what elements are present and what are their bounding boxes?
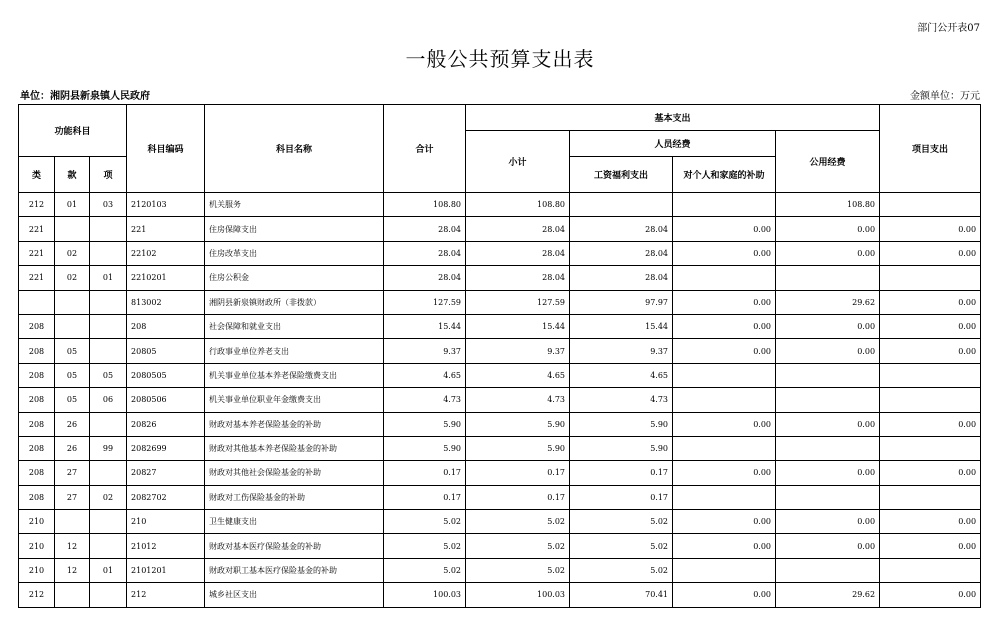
page-title: 一般公共预算支出表 [405,47,595,71]
lei-cell: 208 [19,412,55,436]
public-funds-cell: 0.00 [776,217,880,241]
table-row [19,534,981,558]
subsidy-cell: 0.00 [673,461,776,485]
subject-name-cell: 机关服务 [205,193,384,217]
wages-cell: 70.41 [570,583,673,607]
lei-cell: 221 [19,217,55,241]
wages-header: 工资福利支出 [570,157,673,193]
public-funds-cell [776,436,880,460]
wages-cell: 28.04 [570,241,673,265]
project-cell [880,388,981,412]
subsidy-cell: 0.00 [673,534,776,558]
table-row [19,558,981,582]
kuan-cell [55,217,90,241]
expenditure-table [18,104,981,608]
table-row [19,412,981,436]
public-funds-cell: 0.00 [776,339,880,363]
public-funds-cell: 0.00 [776,510,880,534]
kuan-cell [55,314,90,338]
subject-code-cell: 2082702 [127,485,205,509]
subsidy-cell: 0.00 [673,583,776,607]
subsidy-cell: 0.00 [673,314,776,338]
subject-code-cell: 20826 [127,412,205,436]
xiang-cell: 02 [90,485,127,509]
subsidy-cell: 0.00 [673,241,776,265]
xiang-cell [90,583,127,607]
subject-code-cell: 20827 [127,461,205,485]
total-cell: 5.90 [384,412,466,436]
table-row [19,290,981,314]
project-cell: 0.00 [880,290,981,314]
kuan-cell [55,583,90,607]
public-funds-cell: 0.00 [776,534,880,558]
subject-name-cell: 财政对其他基本养老保险基金的补助 [205,436,384,460]
subsidy-cell: 0.00 [673,412,776,436]
subtotal-cell: 5.02 [466,534,570,558]
subject-name-cell: 财政对职工基本医疗保险基金的补助 [205,558,384,582]
xiang-cell: 01 [90,266,127,290]
project-cell [880,485,981,509]
total-cell: 9.37 [384,339,466,363]
total-header: 合计 [384,105,466,193]
subject-name-cell: 卫生健康支出 [205,510,384,534]
project-cell: 0.00 [880,241,981,265]
subtotal-cell: 100.03 [466,583,570,607]
public-funds-cell: 29.62 [776,583,880,607]
wages-cell: 5.02 [570,558,673,582]
public-funds-cell: 0.00 [776,412,880,436]
lei-cell: 221 [19,241,55,265]
subsidy-cell [673,363,776,387]
xiang-cell [90,510,127,534]
kuan-cell: 26 [55,412,90,436]
wages-cell: 28.04 [570,266,673,290]
subject-code-header: 科目编码 [127,105,205,193]
public-funds-cell [776,558,880,582]
subject-name-cell: 机关事业单位职业年金缴费支出 [205,388,384,412]
subject-code-cell: 2080505 [127,363,205,387]
public-funds-cell [776,485,880,509]
project-cell: 0.00 [880,583,981,607]
table-row [19,583,981,607]
subtotal-cell: 28.04 [466,217,570,241]
lei-cell: 208 [19,461,55,485]
xiang-cell [90,534,127,558]
subject-name-header: 科目名称 [205,105,384,193]
table-row [19,461,981,485]
project-cell [880,363,981,387]
subject-code-cell: 221 [127,217,205,241]
xiang-cell [90,241,127,265]
wages-cell: 15.44 [570,314,673,338]
wages-cell: 4.65 [570,363,673,387]
subsidy-cell [673,485,776,509]
subject-name-cell: 行政事业单位养老支出 [205,339,384,363]
total-cell: 127.59 [384,290,466,314]
wages-cell: 5.90 [570,436,673,460]
project-expenditure-header: 项目支出 [880,105,981,193]
wages-cell: 5.90 [570,412,673,436]
lei-cell: 210 [19,558,55,582]
kuan-cell [55,290,90,314]
xiang-cell [90,461,127,485]
subsidy-cell [673,193,776,217]
subject-name-cell: 财政对基本医疗保险基金的补助 [205,534,384,558]
subsidy-cell: 0.00 [673,217,776,241]
xiang-header: 项 [90,157,127,193]
project-cell [880,266,981,290]
table-row [19,193,981,217]
subsidy-cell [673,436,776,460]
total-cell: 0.17 [384,485,466,509]
public-funds-cell: 108.80 [776,193,880,217]
subject-name-cell: 城乡社区支出 [205,583,384,607]
kuan-cell: 05 [55,363,90,387]
table-row [19,339,981,363]
xiang-cell: 03 [90,193,127,217]
table-number-label: 部门公开表07 [917,23,980,34]
subject-code-cell: 2080506 [127,388,205,412]
project-cell: 0.00 [880,339,981,363]
subject-name-cell: 机关事业单位基本养老保险缴费支出 [205,363,384,387]
lei-cell: 210 [19,510,55,534]
subtotal-cell: 4.73 [466,388,570,412]
lei-cell: 212 [19,193,55,217]
project-cell: 0.00 [880,510,981,534]
total-cell: 4.73 [384,388,466,412]
public-funds-cell [776,266,880,290]
subtotal-cell: 5.02 [466,558,570,582]
subject-name-cell: 湘阴县新泉镇财政所（非拨款） [205,290,384,314]
personnel-header: 人员经费 [570,131,776,157]
subsidy-cell [673,266,776,290]
subsidy-header: 对个人和家庭的补助 [673,157,776,193]
subtotal-cell: 0.17 [466,485,570,509]
total-cell: 108.80 [384,193,466,217]
subtotal-cell: 0.17 [466,461,570,485]
kuan-cell: 27 [55,485,90,509]
kuan-cell: 12 [55,558,90,582]
wages-cell: 0.17 [570,485,673,509]
kuan-cell: 05 [55,388,90,412]
subject-name-cell: 财政对其他社会保险基金的补助 [205,461,384,485]
lei-cell: 208 [19,485,55,509]
xiang-cell [90,339,127,363]
xiang-cell: 01 [90,558,127,582]
lei-header: 类 [19,157,55,193]
kuan-cell: 05 [55,339,90,363]
total-cell: 5.02 [384,534,466,558]
total-cell: 5.90 [384,436,466,460]
lei-cell: 208 [19,339,55,363]
kuan-cell [55,510,90,534]
total-cell: 28.04 [384,241,466,265]
subsidy-cell: 0.00 [673,290,776,314]
public-funds-header: 公用经费 [776,131,880,193]
subject-code-cell: 2120103 [127,193,205,217]
subtotal-cell: 9.37 [466,339,570,363]
subject-code-cell: 20805 [127,339,205,363]
kuan-header: 款 [55,157,90,193]
subject-name-cell: 住房改革支出 [205,241,384,265]
table-row [19,363,981,387]
lei-cell: 208 [19,314,55,338]
lei-cell: 208 [19,388,55,412]
subtotal-cell: 5.90 [466,412,570,436]
project-cell: 0.00 [880,461,981,485]
amount-unit-label: 金额单位：万元 [910,91,980,102]
subject-code-cell: 2082699 [127,436,205,460]
kuan-cell: 02 [55,241,90,265]
public-funds-cell: 0.00 [776,241,880,265]
subtotal-cell: 15.44 [466,314,570,338]
public-funds-cell [776,363,880,387]
wages-cell: 0.17 [570,461,673,485]
lei-cell: 208 [19,436,55,460]
project-cell: 0.00 [880,534,981,558]
project-cell [880,436,981,460]
table-row [19,510,981,534]
table-row [19,241,981,265]
subsidy-cell [673,388,776,412]
subject-code-cell: 2210201 [127,266,205,290]
subtotal-header: 小计 [466,131,570,193]
subject-code-cell: 2101201 [127,558,205,582]
unit-label: 单位：湘阴县新泉镇人民政府 [20,91,150,102]
subject-code-cell: 210 [127,510,205,534]
public-funds-cell: 29.62 [776,290,880,314]
wages-cell [570,193,673,217]
subsidy-cell: 0.00 [673,339,776,363]
xiang-cell [90,412,127,436]
subject-code-cell: 21012 [127,534,205,558]
subject-code-cell: 22102 [127,241,205,265]
lei-cell: 221 [19,266,55,290]
public-funds-cell: 0.00 [776,314,880,338]
subtotal-cell: 127.59 [466,290,570,314]
subtotal-cell: 28.04 [466,266,570,290]
public-funds-cell [776,388,880,412]
project-cell: 0.00 [880,412,981,436]
xiang-cell [90,314,127,338]
kuan-cell: 27 [55,461,90,485]
basic-expenditure-header: 基本支出 [466,105,880,131]
kuan-cell: 26 [55,436,90,460]
subject-name-cell: 住房保障支出 [205,217,384,241]
lei-cell [19,290,55,314]
subtotal-cell: 108.80 [466,193,570,217]
kuan-cell: 02 [55,266,90,290]
total-cell: 15.44 [384,314,466,338]
lei-cell: 212 [19,583,55,607]
public-funds-cell: 0.00 [776,461,880,485]
table-row [19,436,981,460]
subject-name-cell: 社会保障和就业支出 [205,314,384,338]
subtotal-cell: 4.65 [466,363,570,387]
subject-name-cell: 财政对工伤保险基金的补助 [205,485,384,509]
subtotal-cell: 5.02 [466,510,570,534]
xiang-cell [90,290,127,314]
lei-cell: 208 [19,363,55,387]
subtotal-cell: 5.90 [466,436,570,460]
total-cell: 28.04 [384,217,466,241]
wages-cell: 5.02 [570,534,673,558]
total-cell: 4.65 [384,363,466,387]
project-cell [880,193,981,217]
table-body [19,193,981,608]
total-cell: 100.03 [384,583,466,607]
subject-name-cell: 财政对基本养老保险基金的补助 [205,412,384,436]
wages-cell: 28.04 [570,217,673,241]
subsidy-cell [673,558,776,582]
table-row [19,388,981,412]
lei-cell: 210 [19,534,55,558]
project-cell [880,558,981,582]
xiang-cell [90,217,127,241]
wages-cell: 97.97 [570,290,673,314]
wages-cell: 4.73 [570,388,673,412]
table-row [19,314,981,338]
subject-code-cell: 208 [127,314,205,338]
table-row [19,485,981,509]
wages-cell: 5.02 [570,510,673,534]
func-subject-header: 功能科目 [19,105,127,157]
subject-code-cell: 813002 [127,290,205,314]
wages-cell: 9.37 [570,339,673,363]
total-cell: 5.02 [384,510,466,534]
subsidy-cell: 0.00 [673,510,776,534]
table-row [19,266,981,290]
kuan-cell: 12 [55,534,90,558]
total-cell: 5.02 [384,558,466,582]
project-cell: 0.00 [880,217,981,241]
table-row [19,217,981,241]
total-cell: 0.17 [384,461,466,485]
project-cell: 0.00 [880,314,981,338]
subject-code-cell: 212 [127,583,205,607]
subject-name-cell: 住房公积金 [205,266,384,290]
xiang-cell: 99 [90,436,127,460]
xiang-cell: 06 [90,388,127,412]
xiang-cell: 05 [90,363,127,387]
total-cell: 28.04 [384,266,466,290]
subtotal-cell: 28.04 [466,241,570,265]
kuan-cell: 01 [55,193,90,217]
table-header [19,105,981,193]
